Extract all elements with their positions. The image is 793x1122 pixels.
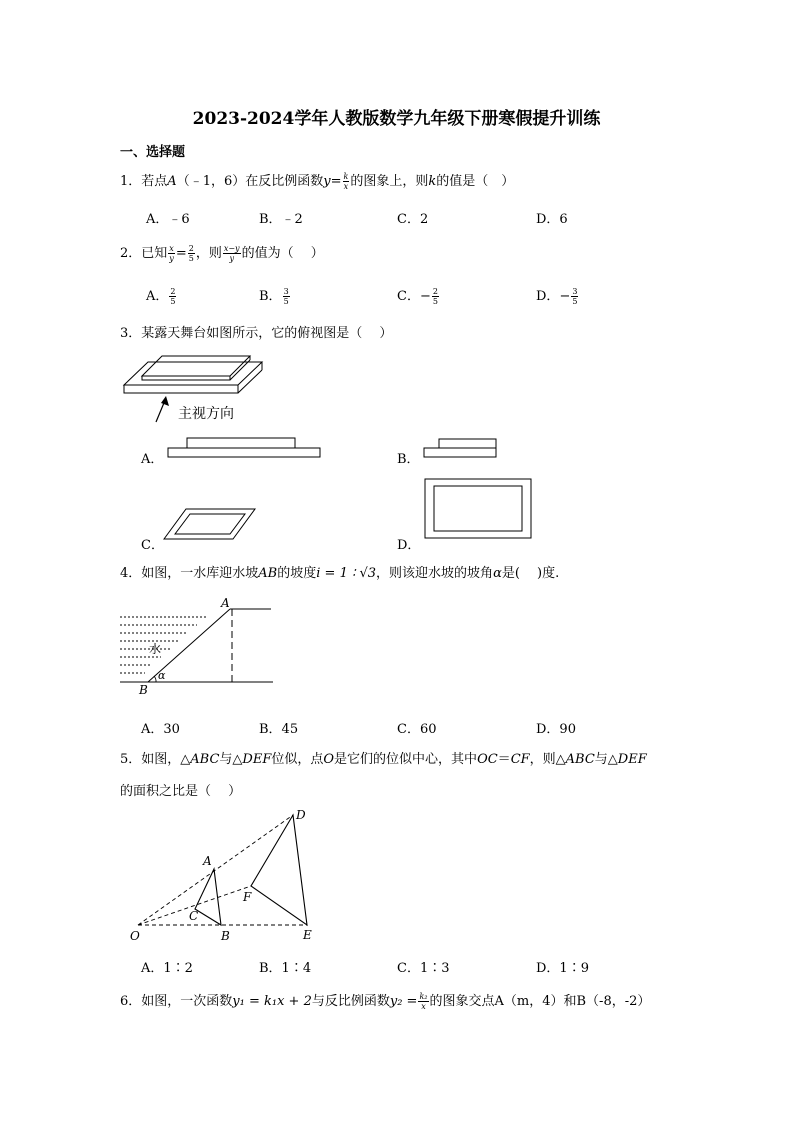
q2-option-d-sign: − [559, 289, 571, 304]
q6-linear-function: y₁ = k₁x + 2 [232, 994, 312, 1009]
q2-oa-den: 5 [170, 297, 176, 306]
stage-figure [118, 345, 288, 430]
q2-option-d-label: D． [536, 289, 560, 304]
q2-od-den: 5 [572, 297, 578, 306]
q5-cf: CF [510, 752, 530, 767]
q3-option-a-figure [165, 436, 325, 460]
q1-number: 1． [120, 174, 142, 189]
q5-text-4: 是它们的位似中心，其中 [334, 752, 478, 767]
q2-frac1-den: y [169, 254, 174, 263]
q2-option-c-frac [432, 287, 439, 306]
point-a-label: A [221, 596, 230, 610]
q3-option-d: D． [397, 538, 421, 553]
q5-text-3: 位似，点 [271, 752, 324, 767]
q2-option-a [146, 285, 177, 306]
q5-text-6: ，则△ [529, 752, 566, 767]
q2-option-c [397, 285, 440, 306]
q4-alpha: α [493, 566, 502, 581]
q4-option-d: D．90 [536, 722, 576, 737]
q2-frac3-den: y [229, 254, 234, 263]
q2-option-c-sign: − [419, 289, 431, 304]
question-5 [120, 748, 647, 767]
q2-fraction-3 [223, 244, 241, 263]
q2-option-d-frac [571, 287, 578, 306]
q6-frac-den: x [421, 1002, 426, 1011]
page-title: 2023-2024学年人教版数学九年级下册寒假提升训练 [192, 109, 601, 129]
q6-inverse-function: y₂ = [389, 994, 418, 1009]
q5-abc: ABC [190, 752, 220, 767]
q6-text-2: 与反比例函数 [311, 994, 390, 1009]
q2-option-d [536, 285, 579, 306]
q1-text-4: 的值是（ ） [436, 174, 515, 189]
similar-triangles-figure [125, 805, 325, 945]
q3-option-b-figure [421, 436, 501, 460]
question-6 [120, 990, 650, 1011]
q2-ob-num: 3 [283, 287, 289, 296]
q6-fraction [418, 992, 428, 1011]
q1-var-y: y [323, 174, 331, 189]
point-a-label-5: A [203, 854, 212, 868]
q6-frac-num: k₂ [419, 992, 428, 1001]
q2-option-a-label: A． [146, 289, 169, 304]
q4-slope: i = 1 ∶ √3 [316, 566, 377, 581]
q2-option-b-frac [283, 287, 290, 306]
point-f-label: F [243, 890, 252, 904]
q2-option-a-frac [169, 287, 176, 306]
section-heading: 一、选择题 [120, 145, 186, 160]
q1-option-a: A．﹣6 [146, 212, 190, 227]
q5-abc-2: ABC [565, 752, 595, 767]
q2-oc-num: 2 [432, 287, 438, 296]
q2-frac3-num: x−y [223, 244, 240, 253]
reservoir-figure [115, 593, 280, 698]
q5-text-5: ＝ [497, 752, 511, 767]
q4-text-2: 的坡度 [277, 566, 317, 581]
q5-option-d: D．1∶9 [536, 961, 589, 976]
q4-option-a: A．30 [141, 722, 180, 737]
q2-frac1-num: x [169, 244, 174, 253]
q2-oa-num: 2 [170, 287, 176, 296]
q2-text: 已知 [141, 246, 168, 261]
q2-fraction-1 [168, 244, 175, 263]
q5-text: 5．如图，△ [120, 752, 191, 767]
q2-frac2-num: 2 [188, 244, 194, 253]
q2-oc-den: 5 [432, 297, 438, 306]
question-5-line-2: 的面积之比是（ ） [120, 784, 242, 799]
q1-frac-den: x [343, 182, 349, 191]
q4-text-3: ，则该迎水坡的坡角 [376, 566, 494, 581]
view-direction-label: 主视方向 [178, 406, 234, 422]
point-b-label-5: B [221, 929, 230, 943]
q2-option-b [259, 285, 291, 306]
q2-text-3: 的值为（ ） [241, 246, 324, 261]
q1-option-b: B．﹣2 [259, 212, 303, 227]
q1-frac-num: k [343, 172, 349, 181]
q2-text-2: ，则 [195, 246, 222, 261]
point-b-label: B [139, 683, 148, 697]
q1-option-d: D．6 [536, 212, 568, 227]
q1-point: A [167, 174, 177, 189]
q5-text-7: 与△ [594, 752, 618, 767]
q5-option-c: C．1∶3 [397, 961, 450, 976]
water-label: 水 [149, 642, 162, 656]
q1-fraction [343, 172, 350, 191]
q2-number: 2． [120, 246, 142, 261]
q5-oc: OC [477, 752, 498, 767]
q5-o: O [323, 752, 335, 767]
q2-option-c-label: C． [397, 289, 420, 304]
q2-equals: = [175, 246, 187, 261]
q1-text-3: 的图象上，则 [350, 174, 429, 189]
q3-option-c-figure [160, 505, 260, 545]
q2-frac2-den: 5 [188, 254, 194, 263]
point-o-label: O [130, 929, 140, 943]
q2-fraction-2 [188, 244, 195, 263]
point-e-label: E [303, 928, 312, 942]
q4-option-c: C．60 [397, 722, 437, 737]
q1-equals: = [330, 174, 342, 189]
q5-text-2: 与△ [219, 752, 243, 767]
question-4 [120, 562, 559, 581]
q5-option-a: A．1∶2 [141, 961, 193, 976]
point-c-label: C [189, 909, 199, 923]
q1-text: 若点 [141, 174, 168, 189]
q3-option-c: C． [141, 538, 164, 553]
q1-var-k: k [428, 174, 437, 189]
q4-ab: AB [258, 566, 278, 581]
question-1 [120, 170, 514, 191]
q5-def: DEF [242, 752, 272, 767]
q5-option-b: B．1∶4 [259, 961, 312, 976]
q3-option-d-figure [421, 476, 536, 542]
q1-text-2: （﹣1，6）在反比例函数 [176, 174, 324, 189]
q1-option-c: C．2 [397, 212, 429, 227]
alpha-label: α [158, 669, 166, 682]
question-2 [120, 242, 324, 263]
q3-option-a: A． [141, 452, 164, 467]
q6-text-3: 的图象交点A（m，4）和B（-8，-2） [429, 994, 651, 1009]
point-d-label: D [296, 808, 306, 822]
q4-option-b: B．45 [259, 722, 299, 737]
q2-od-num: 3 [572, 287, 578, 296]
q3-option-b: B． [397, 452, 420, 467]
q5-def-2: DEF [617, 752, 647, 767]
q4-text: 4．如图，一水库迎水坡 [120, 566, 259, 581]
q2-option-b-label: B． [259, 289, 282, 304]
q2-ob-den: 5 [283, 297, 289, 306]
q4-text-4: 是( )度. [501, 566, 560, 581]
q6-text: 6．如图，一次函数 [120, 994, 233, 1009]
question-3: 3．某露天舞台如图所示，它的俯视图是（ ） [120, 326, 393, 341]
